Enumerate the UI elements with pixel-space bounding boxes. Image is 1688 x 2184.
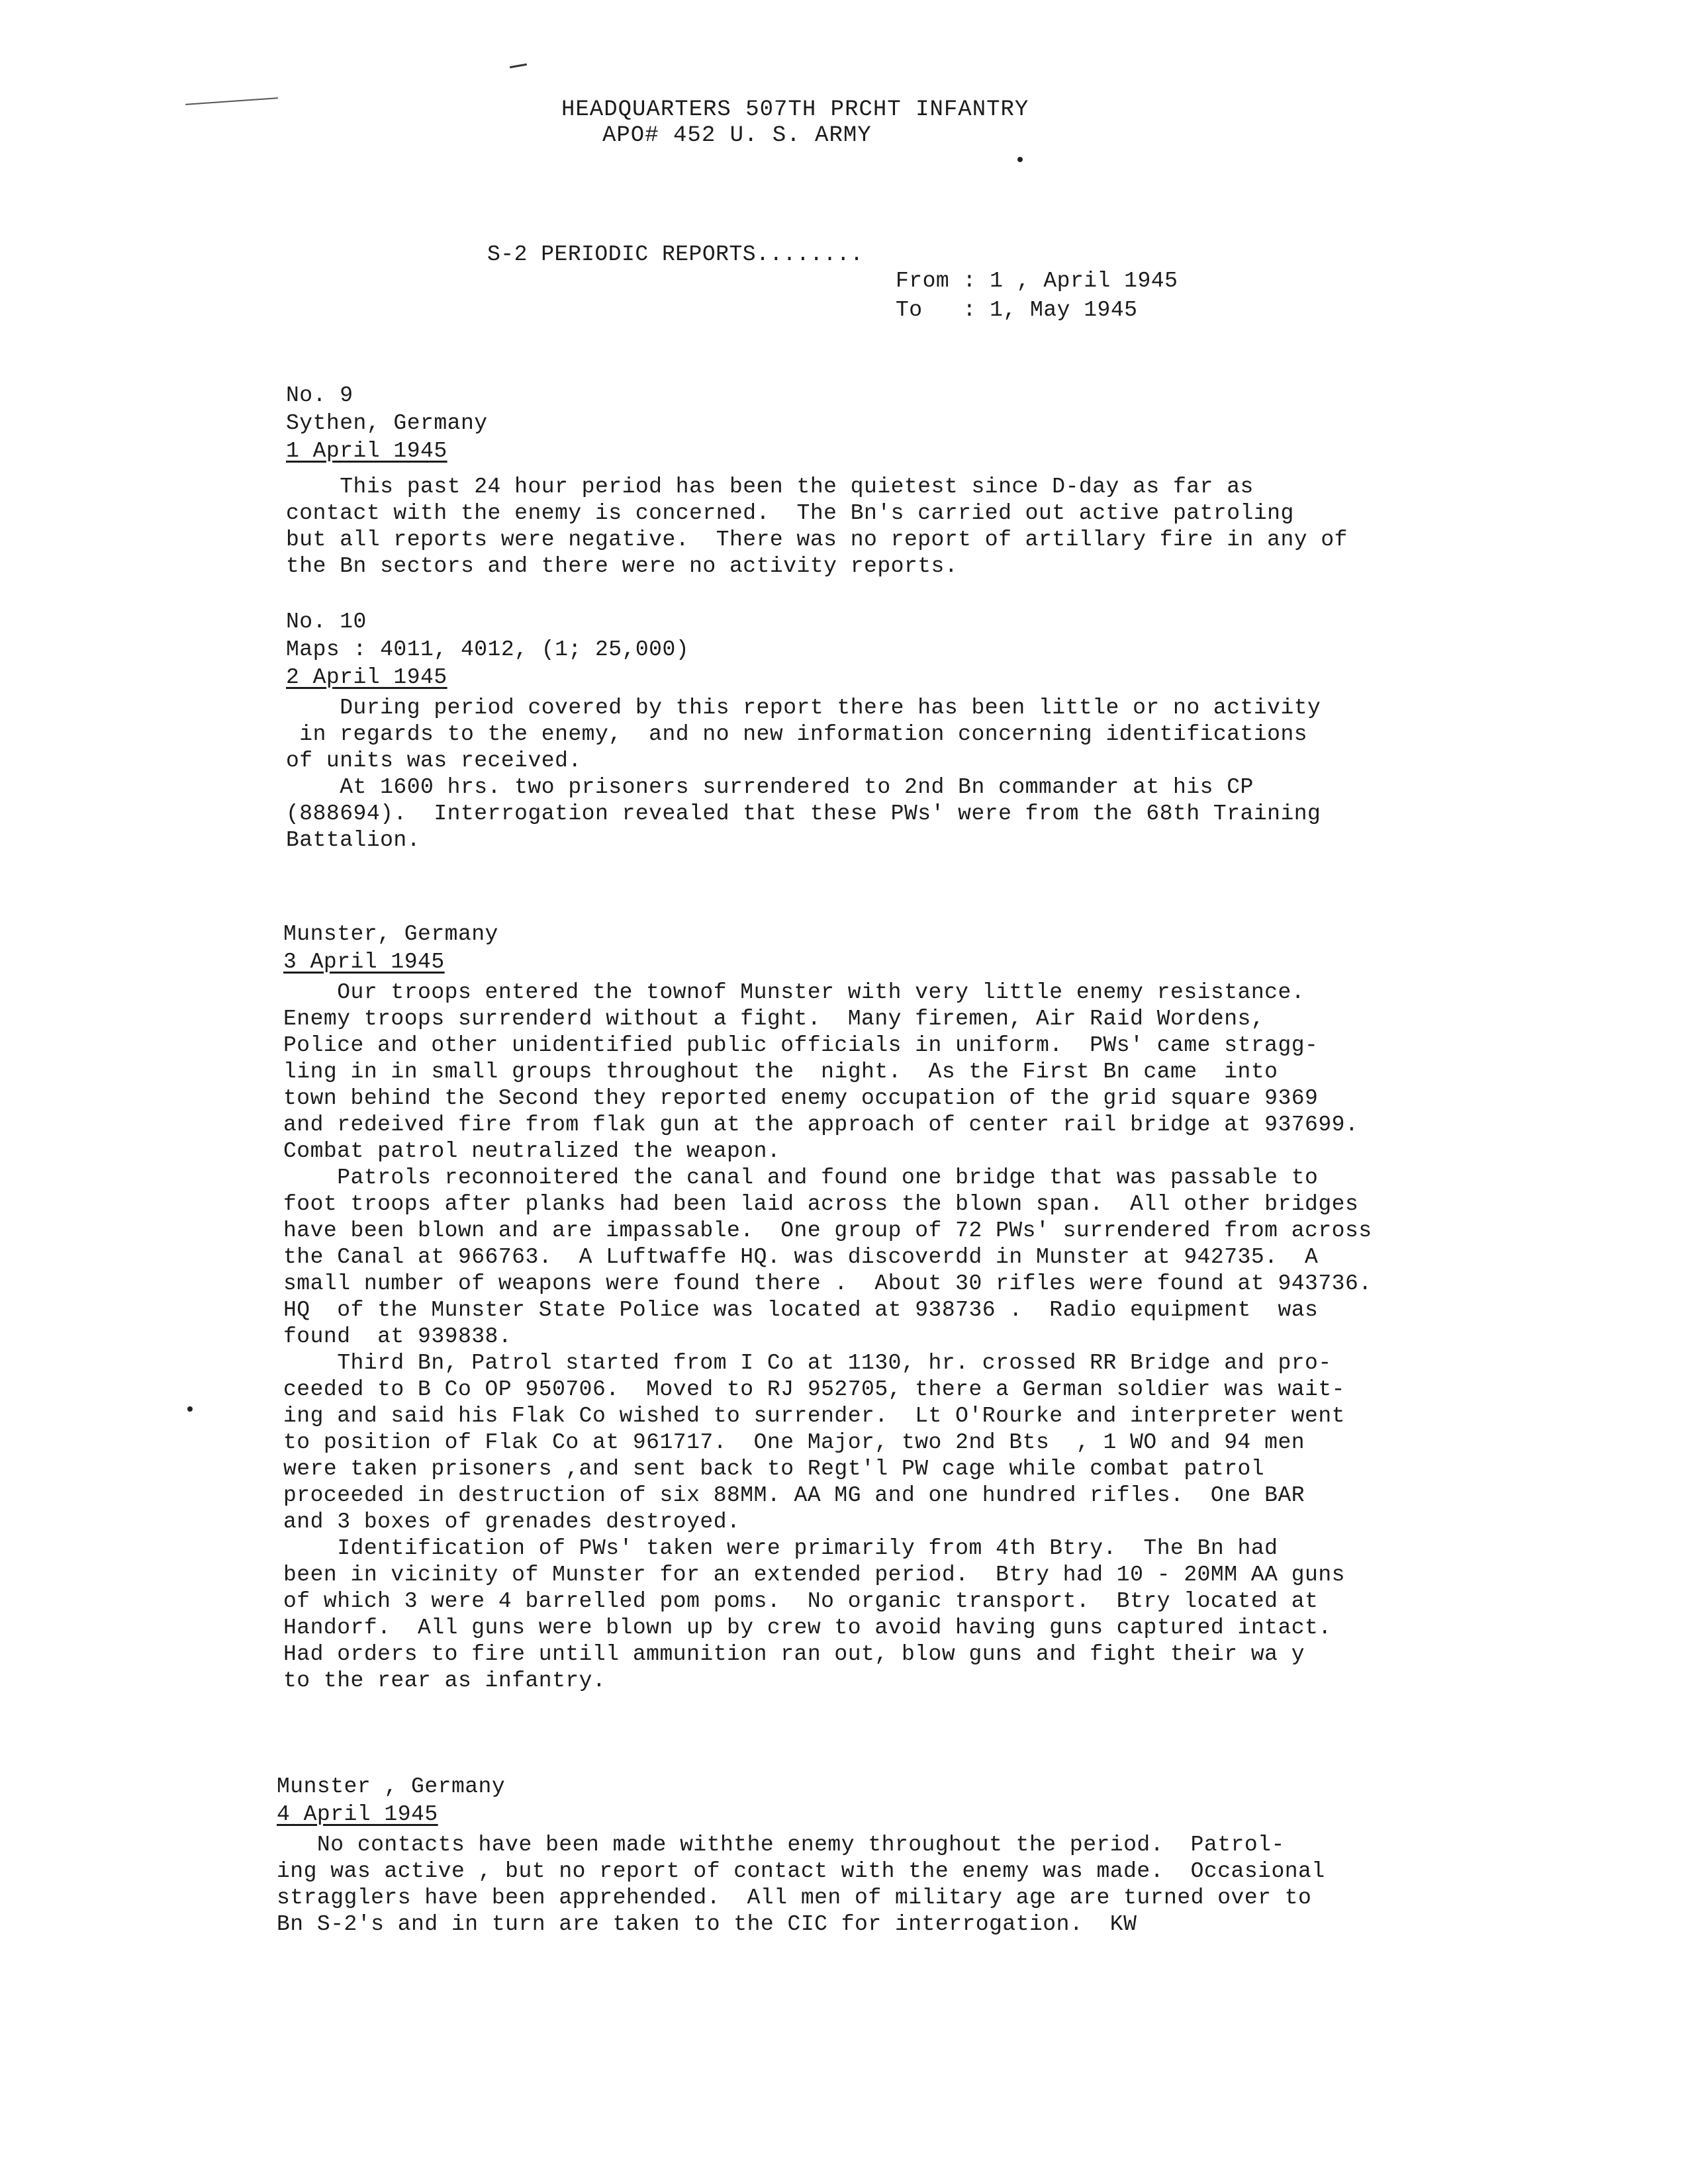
scan-mark xyxy=(185,97,278,105)
report-title: S-2 PERIODIC REPORTS........ xyxy=(487,242,864,267)
period-to: To : 1, May 1945 xyxy=(896,298,1138,322)
body-line: ceeded to B Co OP 950706. Moved to RJ 952705, there a German soldier was wait- xyxy=(283,1377,1345,1402)
body-line: Police and other unidentified public officials in uniform. PWs' came stragg- xyxy=(283,1033,1319,1058)
body-line: ling in in small groups throughout the night. As the First Bn came into xyxy=(283,1060,1278,1084)
entry-date: 3 April 1945 xyxy=(283,950,445,974)
body-line: Our troops entered the townof Munster with very little enemy resistance. xyxy=(283,980,1305,1005)
entry-number: No. 10 xyxy=(286,610,367,634)
scan-dot xyxy=(187,1406,193,1412)
body-line: were taken prisoners ,and sent back to Regt'l PW cage while combat patrol xyxy=(283,1457,1265,1481)
entry-number: No. 9 xyxy=(286,383,353,408)
body-line: No contacts have been made withthe enemy throughout the period. Patrol- xyxy=(277,1833,1285,1857)
body-line: Enemy troops surrenderd without a fight. Many firemen, Air Raid Wordens, xyxy=(283,1007,1265,1031)
entry-maps: Maps : 4011, 4012, (1; 25,000) xyxy=(286,637,690,662)
body-line: to the rear as infantry. xyxy=(283,1668,606,1693)
body-line: At 1600 hrs. two prisoners surrendered to 2nd Bn commander at his CP xyxy=(286,775,1254,799)
body-line: small number of weapons were found there . About 30 rifles were found at 943736. xyxy=(283,1271,1372,1296)
entry-date: 2 April 1945 xyxy=(286,665,447,690)
body-line: Combat patrol neutralized the weapon. xyxy=(283,1139,781,1163)
period-from: From : 1 , April 1945 xyxy=(896,269,1178,293)
scan-mark xyxy=(510,64,527,68)
body-line: town behind the Second they reported enemy occupation of the grid square 9369 xyxy=(283,1086,1319,1111)
body-line: Patrols reconnoitered the canal and found one bridge that was passable to xyxy=(283,1165,1319,1190)
body-line: ing was active , but no report of contact with the enemy was made. Occasional xyxy=(277,1859,1325,1884)
body-line: Handorf. All guns were blown up by crew to avoid having guns captured intact. xyxy=(283,1615,1332,1640)
body-line: ing and said his Flak Co wished to surrender. Lt O'Rourke and interpreter went xyxy=(283,1404,1345,1428)
body-line: (888694). Interrogation revealed that these PWs' were from the 68th Training xyxy=(286,801,1321,826)
body-line: and redeived fire from flak gun at the approach of center rail bridge at 937699. xyxy=(283,1113,1359,1137)
body-line: been in vicinity of Munster for an extended period. Btry had 10 - 20MM AA guns xyxy=(283,1563,1345,1587)
entry-place: Sythen, Germany xyxy=(286,411,488,435)
entry-place: Munster , Germany xyxy=(277,1774,506,1799)
entry-date: 1 April 1945 xyxy=(286,439,447,463)
body-line: to position of Flak Co at 961717. One Major, two 2nd Bts , 1 WO and 94 men xyxy=(283,1430,1305,1455)
scan-dot xyxy=(1017,157,1023,162)
headquarters-heading: HEADQUARTERS 507TH PRCHT INFANTRY xyxy=(561,97,1029,122)
body-line: Identification of PWs' taken were primarily from 4th Btry. The Bn had xyxy=(283,1536,1278,1561)
entry-place: Munster, Germany xyxy=(283,922,498,946)
body-line: stragglers have been apprehended. All men of military age are turned over to xyxy=(277,1886,1312,1910)
apo-heading: APO# 452 U. S. ARMY xyxy=(602,123,872,148)
body-line: During period covered by this report there has been little or no activity xyxy=(286,696,1321,720)
body-line: in regards to the enemy, and no new information concerning identifications xyxy=(286,722,1308,747)
body-line: Battalion. xyxy=(286,828,421,852)
body-line: This past 24 hour period has been the quietest since D-day as far as xyxy=(286,475,1254,499)
body-line: the Bn sectors and there were no activity reports. xyxy=(286,554,959,578)
body-line: and 3 boxes of grenades destroyed. xyxy=(283,1510,741,1534)
body-line: Third Bn, Patrol started from I Co at 1130, hr. crossed RR Bridge and pro- xyxy=(283,1351,1332,1375)
body-line: the Canal at 966763. A Luftwaffe HQ. was discoverdd in Munster at 942735. A xyxy=(283,1245,1319,1269)
body-line: Bn S-2's and in turn are taken to the CIC for interrogation. KW xyxy=(277,1912,1137,1936)
body-line: proceeded in destruction of six 88MM. AA MG and one hundred rifles. One BAR xyxy=(283,1483,1305,1508)
body-line: of which 3 were 4 barrelled pom poms. No organic transport. Btry located at xyxy=(283,1589,1319,1614)
body-line: found at 939838. xyxy=(283,1324,512,1349)
entry-body xyxy=(286,474,1348,580)
entry-body xyxy=(286,695,1321,854)
body-line: HQ of the Munster State Police was located at 938736 . Radio equipment was xyxy=(283,1298,1319,1322)
entry-date: 4 April 1945 xyxy=(277,1802,438,1827)
body-line: Had orders to fire untill ammunition ran out, blow guns and fight their wa y xyxy=(283,1642,1305,1666)
body-line: but all reports were negative. There was no report of artillary fire in any of xyxy=(286,527,1348,552)
entry-body xyxy=(283,979,1372,1694)
body-line: have been blown and are impassable. One group of 72 PWs' surrendered from across xyxy=(283,1218,1372,1243)
body-line: of units was received. xyxy=(286,749,582,773)
body-line: foot troops after planks had been laid across the blown span. All other bridges xyxy=(283,1192,1359,1216)
body-line: contact with the enemy is concerned. The Bn's carried out active patroling xyxy=(286,501,1294,525)
entry-body xyxy=(277,1832,1325,1938)
